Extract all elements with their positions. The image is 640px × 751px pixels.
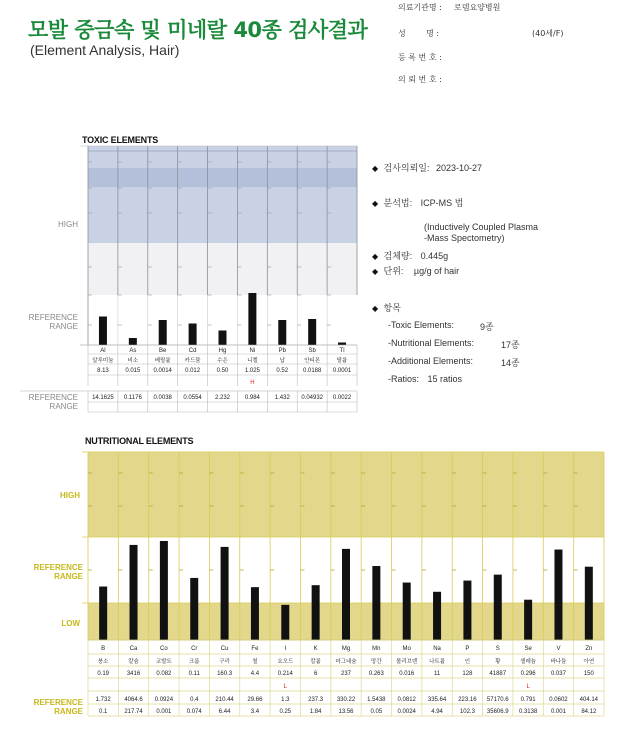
item-label: -Nutritional Elements: — [388, 338, 475, 348]
element-name-kr: 셀레늄 — [520, 659, 537, 665]
element-name-kr: 망간 — [371, 659, 382, 665]
diamond-bullet-icon: ◆ — [372, 304, 379, 313]
item-additional — [388, 356, 520, 368]
unit-value: µg/g of hair — [413, 266, 460, 276]
reference-high-value: 1.5438 — [367, 697, 386, 703]
element-name-kr: 마그네슘 — [335, 659, 357, 665]
reference-low-value: 0.001 — [550, 709, 566, 715]
element-value: 8.13 — [97, 368, 109, 374]
reference-high-value: 223.16 — [458, 697, 477, 703]
reference-high-value: 210.44 — [215, 697, 234, 703]
element-name-kr: 바나듐 — [550, 659, 567, 665]
reference-low-value: 0.05 — [370, 709, 383, 715]
element-symbol: V — [556, 646, 561, 652]
element-name-kr: 몰리브덴 — [396, 659, 418, 665]
element-name-kr: 크롬 — [188, 659, 200, 665]
element-symbol: Mg — [341, 646, 351, 652]
element-name-kr: 수은 — [217, 358, 228, 364]
element-symbol: S — [495, 646, 500, 652]
element-name-kr: 안티몬 — [304, 358, 321, 364]
element-name-kr: 나트륨 — [429, 659, 446, 665]
reference-high-value: 330.22 — [336, 697, 356, 703]
bar-v — [554, 550, 562, 640]
element-value: 0.50 — [216, 368, 229, 374]
element-value: 0.263 — [368, 671, 384, 677]
element-value: 0.016 — [399, 671, 415, 677]
bar-be — [159, 320, 167, 345]
element-symbol: Mo — [402, 646, 411, 652]
item-toxic — [388, 320, 494, 332]
item-label: -Toxic Elements: — [388, 320, 455, 330]
items-label: 항목 — [383, 303, 401, 313]
element-symbol: Cr — [191, 646, 198, 652]
bar-fe — [251, 587, 259, 640]
element-value: 0.214 — [277, 671, 293, 677]
element-value: 0.0001 — [332, 368, 352, 374]
sample-row — [372, 249, 448, 262]
report-title: 모발 중금속 및 미네랄 40종 검사결과 — [28, 18, 368, 42]
element-value: 6 — [313, 671, 318, 677]
reference-value: 0.0554 — [183, 395, 202, 401]
reference-high-value: 237.3 — [308, 697, 324, 703]
institution-value: 로뎀요양병원 — [454, 3, 501, 12]
reference-high-value: 1.3 — [281, 697, 290, 703]
element-symbol: Cu — [220, 646, 229, 652]
element-name-kr: 황 — [495, 659, 501, 665]
reference-value: 14.1625 — [92, 395, 114, 401]
reference-high-value: 29.66 — [247, 697, 263, 703]
element-value: 150 — [583, 671, 594, 677]
reference-value: 0.0038 — [153, 395, 172, 401]
reference-low-value: 0.074 — [186, 709, 202, 715]
element-symbol: Ca — [129, 646, 138, 652]
registration-label: 등 록 번 호 : — [398, 53, 442, 62]
reference-high-value: 1.732 — [95, 697, 111, 703]
method-desc-2: -Mass Spectometry) — [424, 233, 505, 243]
toxic-section-title: TOXIC ELEMENTS — [82, 135, 159, 145]
bar-ca — [130, 545, 138, 640]
reference-low-value: 102.3 — [459, 709, 475, 715]
element-symbol: Sb — [308, 348, 316, 354]
reference-high-value: 0.0924 — [154, 697, 174, 703]
element-name-kr: 베릴륨 — [154, 358, 171, 364]
bar-hg — [219, 331, 227, 346]
element-value: 0.0188 — [302, 368, 322, 374]
flag-low: L — [283, 684, 287, 690]
bar-mg — [342, 549, 350, 640]
element-symbol: Cd — [188, 348, 197, 354]
bar-zn — [585, 567, 593, 640]
nutritional-low-label: LOW — [61, 619, 80, 628]
nutritional-table-reference-label: REFERENCE RANGE — [33, 698, 83, 716]
reference-low-value: 0.25 — [279, 709, 292, 715]
element-value: 0.012 — [185, 368, 201, 374]
reference-value: 1.432 — [274, 395, 290, 401]
bar-pb — [278, 320, 286, 345]
reference-low-value: 217.74 — [124, 709, 143, 715]
reference-low-value: 4.94 — [431, 709, 443, 715]
reference-high-value: 0.0812 — [397, 697, 416, 703]
element-name-kr: 카드뮴 — [184, 358, 201, 364]
reference-low-value: 0.001 — [156, 709, 172, 715]
element-symbol: Be — [159, 348, 167, 354]
reference-low-value: 0.3138 — [518, 709, 538, 715]
method-label: 분석법: — [383, 198, 413, 208]
bar-cu — [221, 547, 229, 640]
element-symbol: Co — [160, 646, 168, 652]
element-value: 0.082 — [156, 671, 172, 677]
bar-al — [99, 317, 107, 346]
reference-high-value: 4064.6 — [124, 697, 143, 703]
reference-value: 0.1176 — [123, 395, 142, 401]
institution-label: 의료기관명 : — [398, 3, 442, 12]
unit-row — [372, 264, 459, 277]
method-row — [372, 196, 463, 209]
reference-high-value: 335.64 — [427, 697, 447, 703]
reference-high-value: 57170.6 — [486, 697, 509, 703]
method-desc-1: (Inductively Coupled Plasma — [424, 222, 539, 232]
element-name-kr: 알루미늄 — [92, 358, 114, 364]
element-symbol: B — [101, 646, 106, 652]
element-name-kr: 구리 — [219, 659, 230, 665]
element-name-kr: 니켈 — [247, 358, 258, 364]
element-value: 0.0014 — [153, 368, 172, 374]
flag-low: L — [526, 684, 530, 690]
element-name-kr: 코발트 — [155, 659, 172, 665]
report-subtitle: (Element Analysis, Hair) — [30, 42, 180, 58]
element-value: 4.4 — [250, 671, 260, 677]
unit-label: 단위: — [383, 266, 404, 276]
nutritional-table — [88, 640, 604, 716]
element-value: 0.11 — [188, 671, 200, 677]
bar-p — [463, 581, 471, 640]
bar-k — [312, 585, 320, 640]
reference-high-value: 0.4 — [190, 697, 199, 703]
item-label: -Additional Elements: — [388, 356, 474, 366]
high-zone — [88, 452, 604, 537]
element-value: 1.025 — [244, 368, 260, 374]
bar-tl — [338, 343, 346, 346]
bar-s — [494, 575, 502, 640]
element-symbol: Se — [524, 646, 532, 652]
element-symbol: As — [129, 348, 137, 354]
item-value: 15 ratios — [427, 374, 463, 384]
reference-low-value: 1.84 — [309, 709, 322, 715]
toxic-high-label: HIGH — [58, 220, 78, 229]
bar-as — [129, 338, 137, 345]
sample-value: 0.445g — [420, 251, 449, 261]
reference-low-value: 6.44 — [218, 709, 231, 715]
element-symbol: Mn — [372, 646, 381, 652]
bar-mn — [372, 566, 380, 640]
element-symbol: Ni — [249, 348, 256, 354]
bar-se — [524, 600, 532, 640]
request-number-label: 의 뢰 번 호 : — [398, 75, 442, 84]
bar-sb — [308, 319, 316, 345]
reference-high-value: 0.791 — [520, 697, 536, 703]
element-value: 0.037 — [550, 671, 566, 677]
bar-na — [433, 592, 441, 640]
method-value: ICP-MS 법 — [420, 198, 464, 208]
item-ratios — [388, 374, 462, 384]
diamond-bullet-icon: ◆ — [372, 199, 379, 208]
item-label: -Ratios: — [388, 374, 420, 384]
reference-value: 2.232 — [214, 395, 231, 401]
item-value: 14종 — [501, 358, 520, 368]
element-value: 0.19 — [97, 671, 110, 677]
element-symbol: Pb — [278, 348, 286, 354]
element-value: 160.3 — [217, 671, 233, 677]
nutritional-section-title: NUTRITIONAL ELEMENTS — [85, 436, 194, 446]
reference-high-value: 0.0602 — [549, 697, 568, 703]
reference-low-value: 3.4 — [250, 709, 260, 715]
reference-high-value: 404.14 — [579, 697, 599, 703]
element-value: 128 — [462, 671, 473, 677]
bar-co — [160, 541, 168, 640]
nutritional-high-label: HIGH — [60, 491, 80, 500]
bar-i — [281, 605, 289, 640]
element-value: 0.015 — [125, 368, 141, 374]
element-symbol: Hg — [218, 348, 227, 354]
element-value: 237 — [340, 671, 352, 677]
high-zone — [88, 146, 357, 243]
reference-low-value: 35606.9 — [486, 709, 509, 715]
element-symbol: P — [465, 646, 470, 652]
element-name-kr: 붕소 — [97, 659, 109, 665]
element-symbol: Fe — [251, 646, 259, 652]
diamond-bullet-icon: ◆ — [372, 164, 379, 173]
name-label: 성 명 : — [398, 29, 440, 38]
diamond-bullet-icon: ◆ — [372, 267, 379, 276]
high-zone-band — [88, 168, 357, 187]
element-name-kr: 아연 — [583, 659, 595, 665]
element-value: 0.296 — [520, 671, 536, 677]
element-value: 11 — [433, 671, 441, 677]
element-value: 0.52 — [276, 368, 289, 374]
element-name-kr: 납 — [279, 358, 285, 364]
element-symbol: Na — [433, 646, 441, 652]
patient-age-sex: (40세/F) — [532, 29, 564, 38]
toxic-table — [20, 345, 357, 412]
reference-low-value: 84.12 — [581, 709, 597, 715]
item-value: 17종 — [501, 340, 520, 350]
bar-ni — [248, 293, 256, 345]
bar-cd — [189, 324, 197, 346]
request-date-value: 2023-10-27 — [436, 163, 483, 173]
reference-value: 0.04932 — [301, 395, 324, 401]
sample-label: 검체량: — [383, 251, 413, 261]
element-value: 41887 — [489, 671, 507, 677]
element-value: 3416 — [126, 671, 141, 677]
items-row — [372, 301, 401, 314]
element-name-kr: 탈륨 — [336, 358, 348, 364]
diamond-bullet-icon: ◆ — [372, 252, 379, 261]
nutritional-reference-label: REFERENCE RANGE — [33, 563, 83, 581]
element-symbol: Al — [100, 348, 106, 354]
upper-reference-zone — [88, 243, 357, 295]
element-symbol: Tl — [339, 348, 345, 354]
reference-value: 0.0022 — [332, 395, 352, 401]
toxic-table-reference-label: REFERENCE RANGE — [28, 393, 78, 411]
item-value: 9종 — [480, 322, 494, 332]
reference-low-value: 0.1 — [99, 709, 108, 715]
reference-value: 0.984 — [244, 395, 260, 401]
element-name-kr: 비소 — [127, 358, 139, 364]
request-date-row — [372, 161, 482, 174]
item-nutritional — [388, 338, 520, 350]
bar-cr — [190, 578, 198, 640]
flag-high: H — [250, 380, 255, 386]
element-name-kr: 칼슘 — [128, 659, 139, 665]
element-symbol: Zn — [585, 646, 593, 652]
element-name-kr: 칼륨 — [310, 659, 321, 665]
request-date-label: 검사의뢰일: — [383, 163, 430, 173]
element-name-kr: 인 — [464, 659, 471, 665]
element-name-kr: 철 — [252, 659, 258, 665]
element-name-kr: 요오드 — [277, 659, 294, 665]
reference-low-value: 13.56 — [338, 709, 354, 715]
bar-mo — [403, 583, 411, 640]
bar-b — [99, 587, 107, 641]
reference-low-value: 0.0024 — [397, 709, 416, 715]
toxic-reference-label: REFERENCE RANGE — [28, 313, 78, 331]
element-symbol: I — [284, 646, 287, 652]
element-symbol: K — [313, 646, 318, 652]
